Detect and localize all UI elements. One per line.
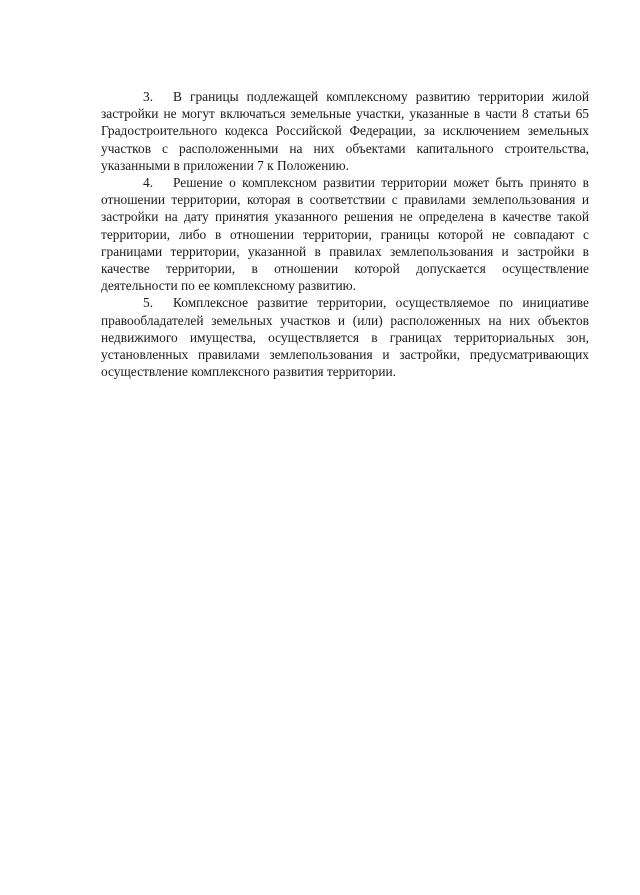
paragraph-4 (101, 174, 589, 294)
paragraph-text: Решение о комплексном развитии территории может быть принято в отношении территории, которая в соответствии с правилами землепользования и застройки на дату принятия указанного решения не определена в качестве такой территории, либо в отношении территории, границы которой не совпадают с границами территории, указанной в правилах землепользования и застройки в качестве территории, в отношении которой допускается осуществление деятельности по ее комплексному развитию. (101, 175, 589, 294)
paragraph-3 (101, 88, 589, 174)
paragraph-number: 5. (143, 295, 154, 311)
paragraph-number: 4. (143, 175, 154, 191)
paragraph-text: Комплексное развитие территории, осуществляемое по инициативе правообладателей земельных участков и (или) расположенных на них объектов недвижимого имущества, осуществляется в границах территориальных зон, установленных правилами землепользования и застройки, предусматривающих осуществление комплексного развития территории. (101, 295, 589, 380)
document-body (101, 88, 589, 380)
paragraph-number: 3. (143, 89, 154, 104)
paragraph-5 (101, 294, 589, 380)
paragraph-text: В границы подлежащей комплексному развитию территории жилой застройки не могут включаться земельные участки, указанные в части 8 статьи 65 Градостроительного кодекса Российской Федерации, за исключением земельных участков с расположенными на них объектами капитального строительства, указанными в приложении 7 к Положению. (101, 89, 589, 173)
